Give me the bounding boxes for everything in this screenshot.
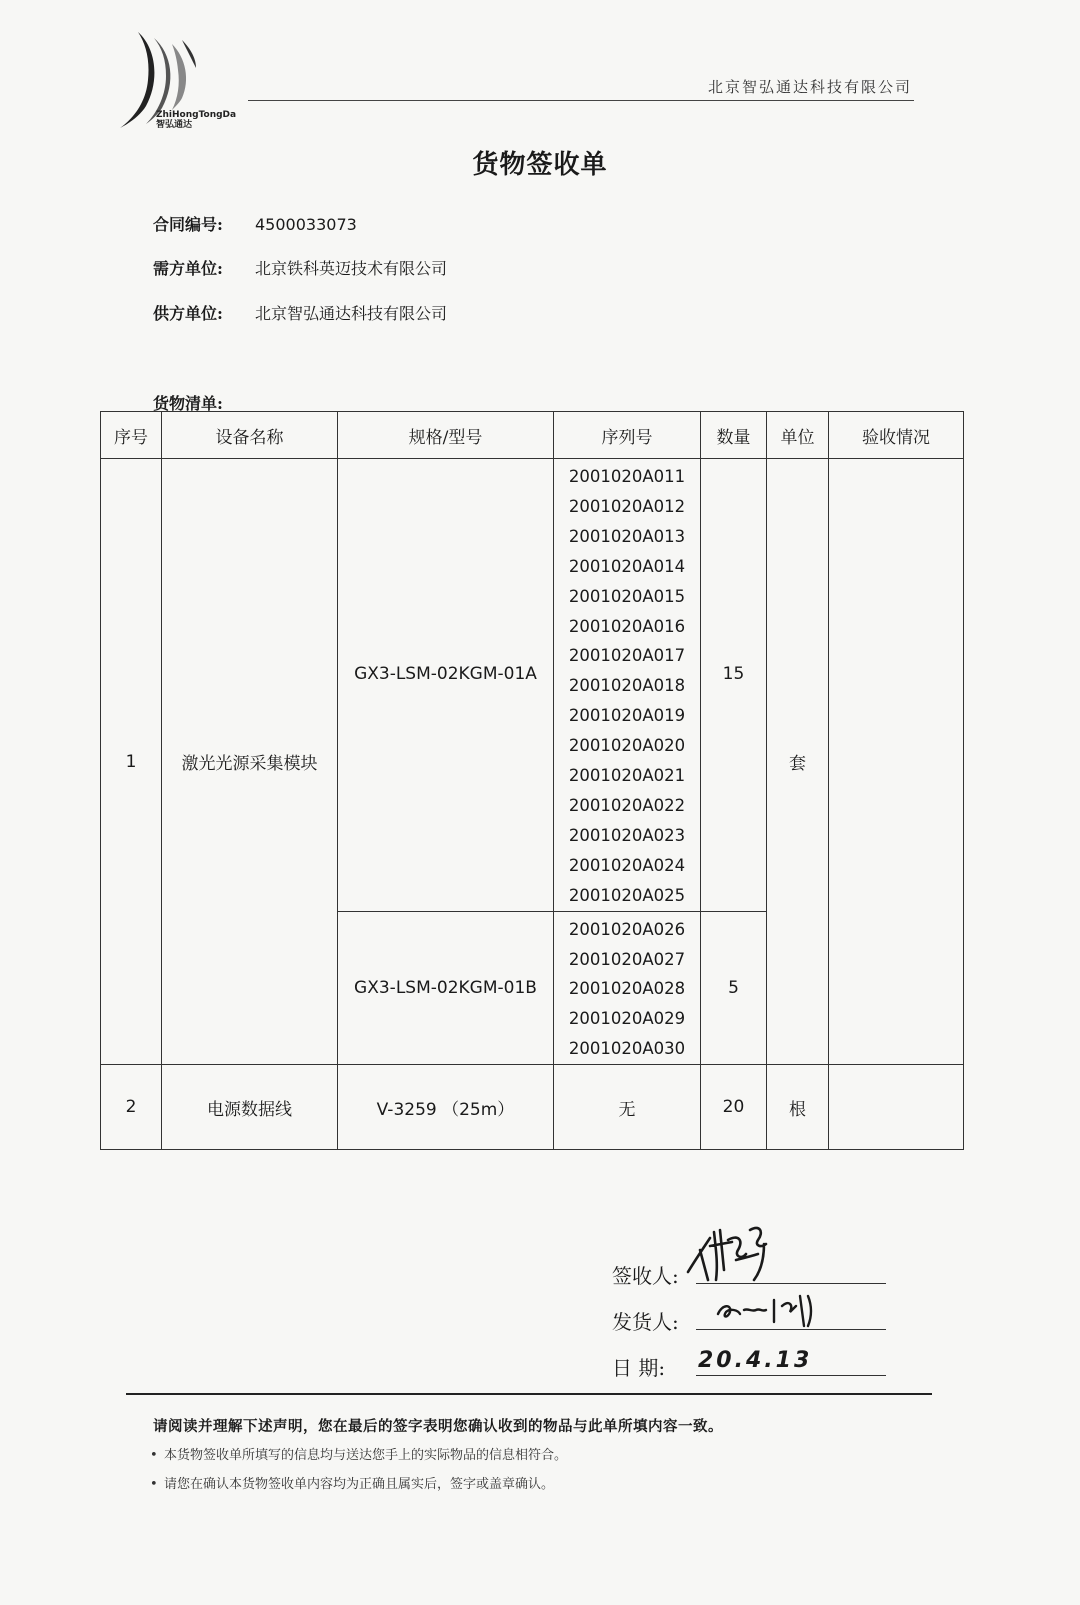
row2-name: 电源数据线 <box>162 1065 338 1150</box>
shipper-signature-row <box>612 1306 679 1335</box>
row1-serials-a <box>554 459 701 912</box>
row2-qty: 20 <box>701 1065 767 1150</box>
header-company-name: 北京智弘通达科技有限公司 <box>707 78 912 96</box>
table-row <box>101 1065 964 1150</box>
serial-number: 2001020A013 <box>568 526 686 546</box>
serial-number: 2001020A027 <box>568 949 686 969</box>
col-header-unit: 单位 <box>767 412 829 459</box>
col-header-no: 序号 <box>101 412 162 459</box>
serial-number: 2001020A012 <box>568 496 686 516</box>
serial-number: 2001020A015 <box>568 586 686 606</box>
supplier-row <box>153 301 447 324</box>
supplier-label: 供方单位: <box>153 304 223 323</box>
serial-number: 2001020A029 <box>568 1009 686 1029</box>
buyer-row <box>153 256 447 279</box>
row1-serials-b <box>554 911 701 1065</box>
notice-bullet <box>150 1444 567 1463</box>
row2-acceptance <box>829 1065 964 1150</box>
row1-qty-b: 5 <box>701 911 767 1065</box>
serial-number: 2001020A025 <box>568 885 686 905</box>
date-line <box>696 1375 886 1376</box>
serial-number: 2001020A018 <box>568 676 686 696</box>
shipper-handwritten-signature <box>712 1286 832 1330</box>
notice-bullet <box>150 1473 554 1492</box>
col-header-name: 设备名称 <box>162 412 338 459</box>
buyer-label: 需方单位: <box>153 259 223 278</box>
table-header-row <box>101 412 964 459</box>
shipper-label: 发货人: <box>612 1310 679 1334</box>
col-header-model: 规格/型号 <box>338 412 554 459</box>
goods-list-label: 货物清单: <box>153 394 223 413</box>
row1-model-a: GX3-LSM-02KGM-01A <box>338 459 554 912</box>
row1-model-b: GX3-LSM-02KGM-01B <box>338 911 554 1065</box>
date-row <box>612 1348 813 1381</box>
col-header-qty: 数量 <box>701 412 767 459</box>
serial-number: 2001020A011 <box>568 467 686 486</box>
serial-number: 2001020A024 <box>568 855 686 875</box>
contract-value: 4500033073 <box>255 215 357 234</box>
contract-label: 合同编号: <box>153 215 223 234</box>
serial-number: 2001020A017 <box>568 646 686 666</box>
receiver-label: 签收人: <box>612 1264 679 1288</box>
page-title: 货物签收单 <box>472 150 608 180</box>
receiver-signature-row <box>612 1260 679 1289</box>
notice-bullet-text: 本货物签收单所填写的信息均与送达您手上的实际物品的信息相符合。 <box>164 1448 568 1463</box>
table-row <box>101 459 964 912</box>
col-header-acceptance: 验收情况 <box>829 412 964 459</box>
row2-no: 2 <box>101 1065 162 1150</box>
bullet-icon: • <box>150 1477 158 1492</box>
header-divider <box>248 100 914 101</box>
logo-text: ZhiHongTongDa 智弘通达 <box>156 110 237 130</box>
row2-model: V-3259 （25m） <box>338 1065 554 1150</box>
supplier-value: 北京智弘通达科技有限公司 <box>255 304 448 323</box>
row2-unit: 根 <box>767 1065 829 1150</box>
row1-no: 1 <box>101 459 162 1065</box>
serial-number: 2001020A023 <box>568 825 686 845</box>
goods-table-wrapper <box>100 411 963 1146</box>
row1-qty-a: 15 <box>701 459 767 912</box>
serial-number: 2001020A021 <box>568 766 686 786</box>
receiver-handwritten-signature <box>680 1210 790 1290</box>
date-value: 20.4.13 <box>698 1348 813 1373</box>
row1-acceptance <box>829 459 964 1065</box>
footer-divider <box>126 1393 932 1395</box>
goods-table <box>100 411 964 1150</box>
serial-number: 2001020A030 <box>568 1039 686 1059</box>
notice-statement: 请阅读并理解下述声明，您在最后的签字表明您确认收到的物品与此单所填内容一致。 <box>153 1418 723 1435</box>
serial-number: 2001020A022 <box>568 795 686 815</box>
col-header-serial: 序列号 <box>554 412 701 459</box>
bullet-icon: • <box>150 1448 158 1463</box>
row1-unit: 套 <box>767 459 829 1065</box>
notice-bullet-text: 请您在确认本货物签收单内容均为正确且属实后，签字或盖章确认。 <box>164 1477 555 1492</box>
serial-number: 2001020A019 <box>568 706 686 726</box>
date-label: 日 期: <box>612 1356 666 1380</box>
buyer-value: 北京铁科英迈技术有限公司 <box>255 259 448 278</box>
serial-number: 2001020A016 <box>568 616 686 636</box>
serial-number: 2001020A014 <box>568 556 686 576</box>
row1-name: 激光光源采集模块 <box>162 459 338 1065</box>
serial-number: 2001020A020 <box>568 736 686 756</box>
row2-serial: 无 <box>554 1065 701 1150</box>
serial-number: 2001020A026 <box>568 919 686 939</box>
contract-number-row <box>153 212 357 235</box>
serial-number: 2001020A028 <box>568 979 686 999</box>
